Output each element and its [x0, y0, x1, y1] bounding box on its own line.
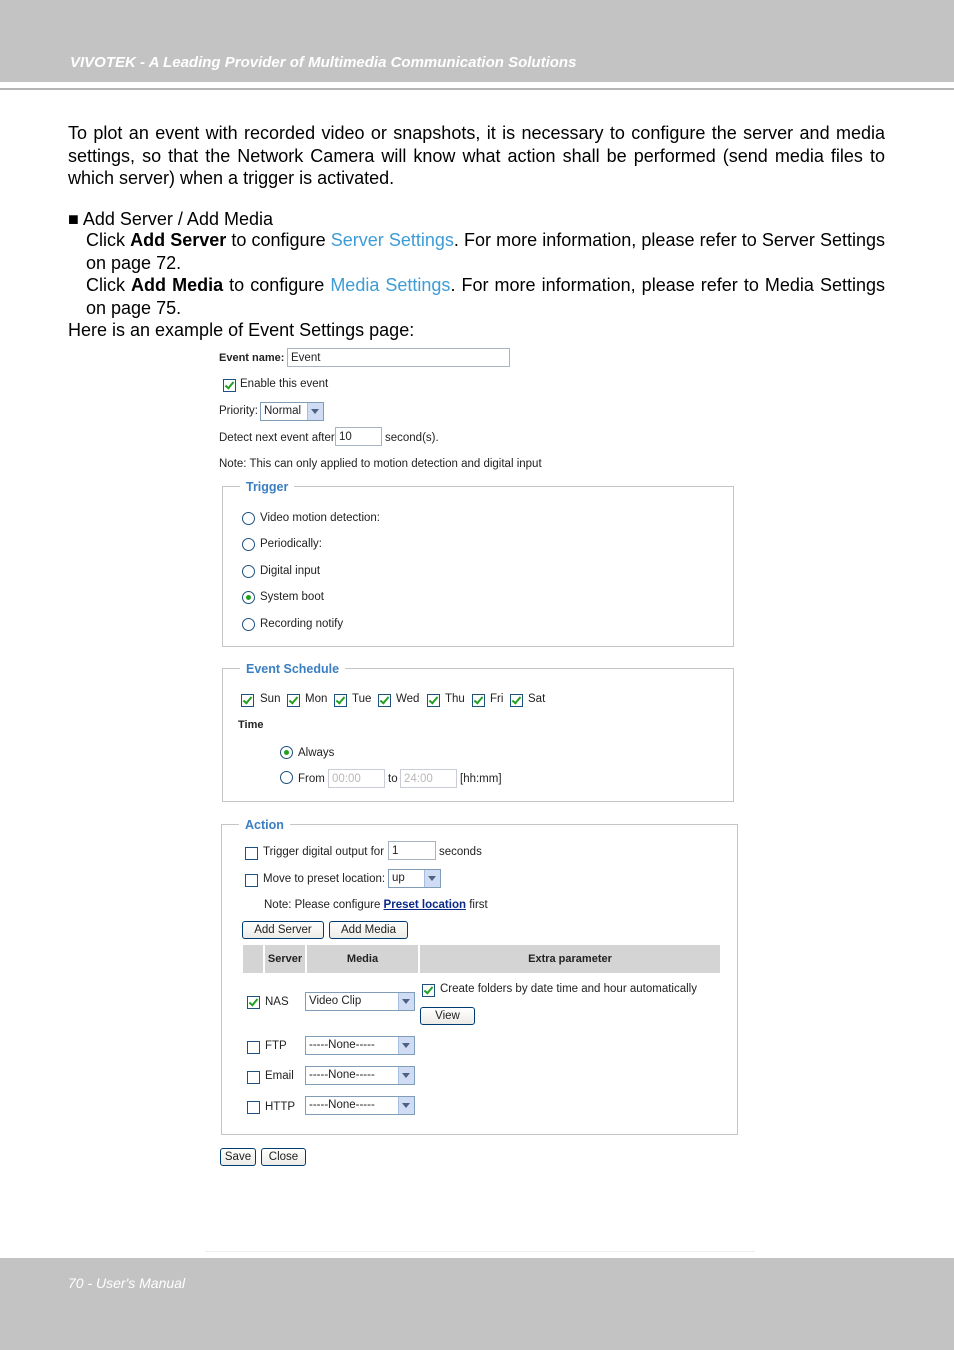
trigger-do-label: Trigger digital output for: [263, 846, 385, 858]
event-name-label: Event name:: [219, 352, 285, 364]
detection-note: Note: This can only applied to motion detection and digital input: [219, 458, 542, 470]
add-media-bold: Add Media: [131, 275, 224, 295]
media-select-email[interactable]: -----None-----: [305, 1066, 415, 1085]
server-checkbox-nas[interactable]: [247, 996, 260, 1009]
preset-location-link[interactable]: Preset location: [383, 899, 466, 911]
preset-select[interactable]: up: [388, 869, 441, 888]
server-name: FTP: [265, 1040, 287, 1052]
media-select-ftp[interactable]: -----None-----: [305, 1036, 415, 1055]
trigger-option-label: Recording notify: [260, 618, 344, 630]
add-media-button[interactable]: Add Media: [329, 921, 408, 939]
trigger-legend: Trigger: [240, 480, 294, 494]
day-label: Mon: [305, 693, 328, 705]
server-checkbox-http[interactable]: [247, 1101, 260, 1114]
from-label: From: [298, 773, 325, 785]
chevron-down-icon: [398, 993, 414, 1010]
column-header-media: Media: [307, 945, 418, 973]
media-select-nas[interactable]: Video Clip: [305, 992, 415, 1011]
chevron-down-icon: [307, 403, 323, 420]
from-time-input[interactable]: 00:00: [328, 769, 385, 788]
trigger-radio-periodically[interactable]: [242, 538, 255, 551]
add-server-bold: Add Server: [130, 230, 227, 250]
action-fieldset: [221, 824, 738, 1135]
chevron-down-icon: [398, 1097, 414, 1114]
chevron-down-icon: [398, 1067, 414, 1084]
event-settings-screenshot: [210, 340, 745, 1180]
close-button[interactable]: Close: [261, 1148, 306, 1166]
server-checkbox-ftp[interactable]: [247, 1041, 260, 1054]
trigger-option-label: System boot: [260, 591, 324, 603]
day-checkbox-sun[interactable]: [241, 694, 254, 707]
add-media-item: Click Add Media to configure Media Settings. For more information, please refer to Media Settings on page 75.: [86, 275, 885, 318]
header-title: VIVOTEK - A Leading Provider of Multimedia Communication Solutions: [70, 54, 577, 71]
always-label: Always: [298, 747, 335, 759]
detect-label: Detect next event after: [219, 432, 335, 444]
media-select-http[interactable]: -----None-----: [305, 1096, 415, 1115]
save-button[interactable]: Save: [220, 1148, 256, 1166]
enable-event-label: Enable this event: [240, 378, 329, 390]
day-checkbox-thu[interactable]: [427, 694, 440, 707]
page-header: [0, 0, 954, 82]
day-checkbox-fri[interactable]: [472, 694, 485, 707]
trigger-option-label: Video motion detection:: [260, 512, 380, 524]
day-label: Thu: [445, 693, 465, 705]
footer-rule: [205, 1251, 755, 1252]
server-settings-link[interactable]: Server Settings: [330, 230, 454, 250]
day-checkbox-tue[interactable]: [334, 694, 347, 707]
enable-event-checkbox[interactable]: [223, 379, 236, 392]
to-label: to: [388, 773, 398, 785]
view-button[interactable]: View: [420, 1007, 475, 1025]
media-settings-link[interactable]: Media Settings: [330, 275, 451, 295]
trigger-do-checkbox[interactable]: [245, 847, 258, 860]
trigger-radio-video-motion[interactable]: [242, 512, 255, 525]
priority-select[interactable]: Normal: [260, 402, 324, 421]
page-footer: [0, 1258, 954, 1350]
trigger-option-label: Digital input: [260, 565, 321, 577]
create-folders-label: Create folders by date time and hour automatically: [440, 983, 697, 995]
chevron-down-icon: [398, 1037, 414, 1054]
server-name: HTTP: [265, 1101, 296, 1113]
day-checkbox-wed[interactable]: [378, 694, 391, 707]
trigger-radio-system-boot[interactable]: [242, 591, 255, 604]
add-server-item: Click Add Server to configure Server Settings. For more information, please refer to Server Settings on page 72.: [86, 230, 886, 273]
trigger-option-label: Periodically:: [260, 538, 322, 550]
example-intro: Here is an example of Event Settings page:: [68, 320, 415, 340]
priority-label: Priority:: [219, 405, 258, 417]
event-name-input[interactable]: Event: [287, 348, 510, 367]
header-blank-cell: [243, 945, 263, 973]
day-label: Tue: [352, 693, 372, 705]
chevron-down-icon: [424, 870, 440, 887]
day-label: Fri: [490, 693, 504, 705]
detect-interval-input[interactable]: 10: [335, 427, 382, 446]
bullet-heading: ■ Add Server / Add Media: [68, 209, 273, 229]
trigger-do-seconds-input[interactable]: 1: [388, 841, 436, 860]
schedule-legend: Event Schedule: [240, 662, 345, 676]
day-label: Sat: [528, 693, 546, 705]
server-checkbox-email[interactable]: [247, 1071, 260, 1084]
create-folders-checkbox[interactable]: [422, 984, 435, 997]
time-label: Time: [238, 719, 264, 731]
detect-unit: second(s).: [385, 432, 439, 444]
time-radio-from[interactable]: [280, 771, 293, 784]
action-legend: Action: [239, 818, 290, 832]
day-checkbox-sat[interactable]: [510, 694, 523, 707]
trigger-do-unit: seconds: [439, 846, 482, 858]
time-format-label: [hh:mm]: [460, 773, 502, 785]
server-name: Email: [265, 1070, 294, 1082]
preset-note: Note: Please configure Preset location first: [264, 899, 488, 911]
day-label: Wed: [396, 693, 420, 705]
trigger-radio-digital-input[interactable]: [242, 565, 255, 578]
trigger-radio-recording-notify[interactable]: [242, 618, 255, 631]
header-rule: [0, 88, 954, 90]
server-name: NAS: [265, 996, 289, 1008]
preset-label: Move to preset location:: [263, 873, 386, 885]
day-checkbox-mon[interactable]: [287, 694, 300, 707]
preset-checkbox[interactable]: [245, 874, 258, 887]
intro-paragraph: To plot an event with recorded video or snapshots, it is necessary to configure the server and media settings, so that the Network Camera will know what action shall be performed (send media files to which server) when a trigger is activated.: [68, 123, 885, 188]
to-time-input[interactable]: 24:00: [400, 769, 457, 788]
add-server-button[interactable]: Add Server: [242, 921, 324, 939]
column-header-server: Server: [265, 945, 305, 973]
column-header-extra: Extra parameter: [420, 945, 720, 973]
day-label: Sun: [260, 693, 281, 705]
time-radio-always[interactable]: [280, 746, 293, 759]
footer-page-label: 70 - User's Manual: [68, 1275, 186, 1291]
